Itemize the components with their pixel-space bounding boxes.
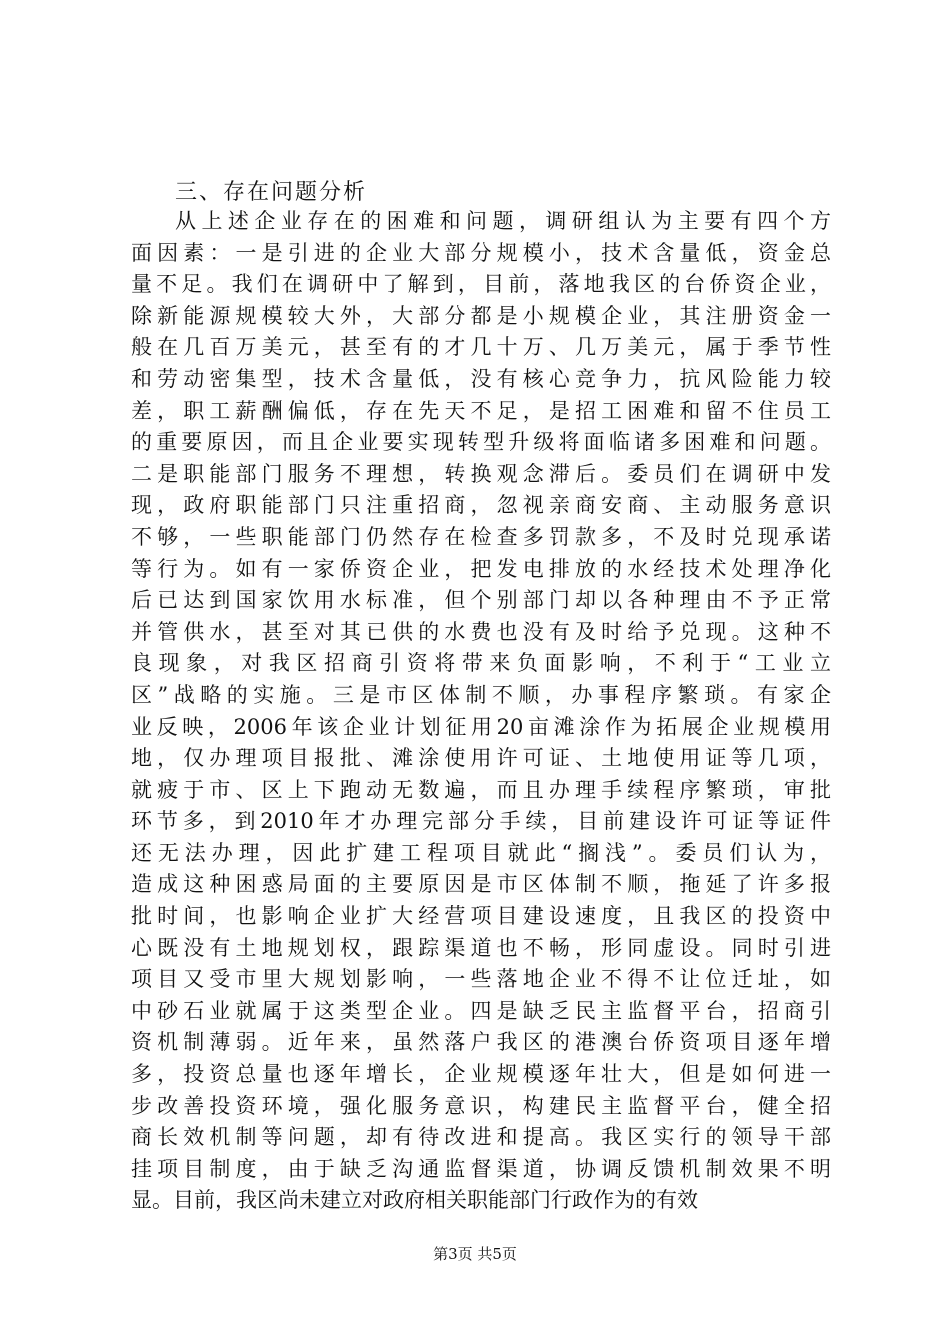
text-line: 心既没有土地规划权，跟踪渠道也不畅，形同虚设。同时引进 (131, 935, 831, 960)
text-line: 并管供水，甚至对其已供的水费也没有及时给予兑现。这种不 (131, 619, 831, 644)
text-line: 后已达到国家饮用水标准，但个别部门却以各种理由不予正常 (131, 588, 831, 613)
text-line: 多，投资总量也逐年增长，企业规模逐年壮大，但是如何进一 (131, 1062, 831, 1087)
text-line: 般在几百万美元，甚至有的才几十万、几万美元，属于季节性 (131, 335, 831, 360)
text-line: 区”战略的实施。三是市区体制不顺，办事程序繁琐。有家企 (131, 682, 831, 707)
text-line: 差，职工薪酬偏低，存在先天不足，是招工困难和留不住员工 (131, 398, 831, 423)
text-line: 面因素：一是引进的企业大部分规模小，技术含量低，资金总 (131, 240, 831, 265)
text-line: 不够，一些职能部门仍然存在检查多罚款多，不及时兑现承诺 (131, 524, 831, 549)
body-paragraph (131, 206, 831, 1217)
text-line: 地，仅办理项目报批、滩涂使用许可证、土地使用证等几项， (131, 746, 831, 771)
text-line: 批时间，也影响企业扩大经营项目建设速度，且我区的投资中 (131, 904, 831, 929)
text-line: 良现象，对我区招商引资将带来负面影响，不利于“工业立 (131, 651, 831, 676)
text-line: 量不足。我们在调研中了解到，目前，落地我区的台侨资企业， (131, 272, 831, 297)
page-footer: 第3页 共5页 (433, 1245, 517, 1263)
text-line: 资机制薄弱。近年来，虽然落户我区的港澳台侨资项目逐年增 (131, 1030, 831, 1055)
text-line: 项目又受市里大规划影响，一些落地企业不得不让位迁址，如 (131, 967, 831, 992)
text-line: 除新能源规模较大外，大部分都是小规模企业，其注册资金一 (131, 303, 831, 328)
text-line: 的重要原因，而且企业要实现转型升级将面临诸多困难和问题。 (131, 430, 831, 455)
text-line: 步改善投资环境，强化服务意识，构建民主监督平台，健全招 (131, 1093, 831, 1118)
text-line: 商长效机制等问题，却有待改进和提高。我区实行的领导干部 (131, 1125, 831, 1150)
text-line: 中砂石业就属于这类型企业。四是缺乏民主监督平台，招商引 (131, 998, 831, 1023)
section-heading: 三、存在问题分析 (175, 180, 368, 205)
text-line: 等行为。如有一家侨资企业，把发电排放的水经技术处理净化 (131, 556, 831, 581)
text-line: 业反映，2006年该企业计划征用20亩滩涂作为拓展企业规模用 (131, 714, 831, 739)
text-line: 显。目前，我区尚未建立对政府相关职能部门行政作为的有效 (131, 1188, 698, 1213)
text-line: 造成这种困惑局面的主要原因是市区体制不顺，拖延了许多报 (131, 872, 831, 897)
text-line: 还无法办理，因此扩建工程项目就此“搁浅”。委员们认为， (131, 840, 831, 865)
text-line: 现，政府职能部门只注重招商，忽视亲商安商、主动服务意识 (131, 493, 831, 518)
text-line: 和劳动密集型，技术含量低，没有核心竞争力，抗风险能力较 (131, 366, 831, 391)
text-line: 二是职能部门服务不理想，转换观念滞后。委员们在调研中发 (131, 461, 831, 486)
text-line: 从上述企业存在的困难和问题，调研组认为主要有四个方 (175, 209, 831, 233)
text-line: 环节多，到2010年才办理完部分手续，目前建设许可证等证件 (131, 809, 831, 834)
text-line: 就疲于市、区上下跑动无数遍，而且办理手续程序繁琐，审批 (131, 777, 831, 802)
text-line: 挂项目制度，由于缺乏沟通监督渠道，协调反馈机制效果不明 (131, 1156, 831, 1181)
